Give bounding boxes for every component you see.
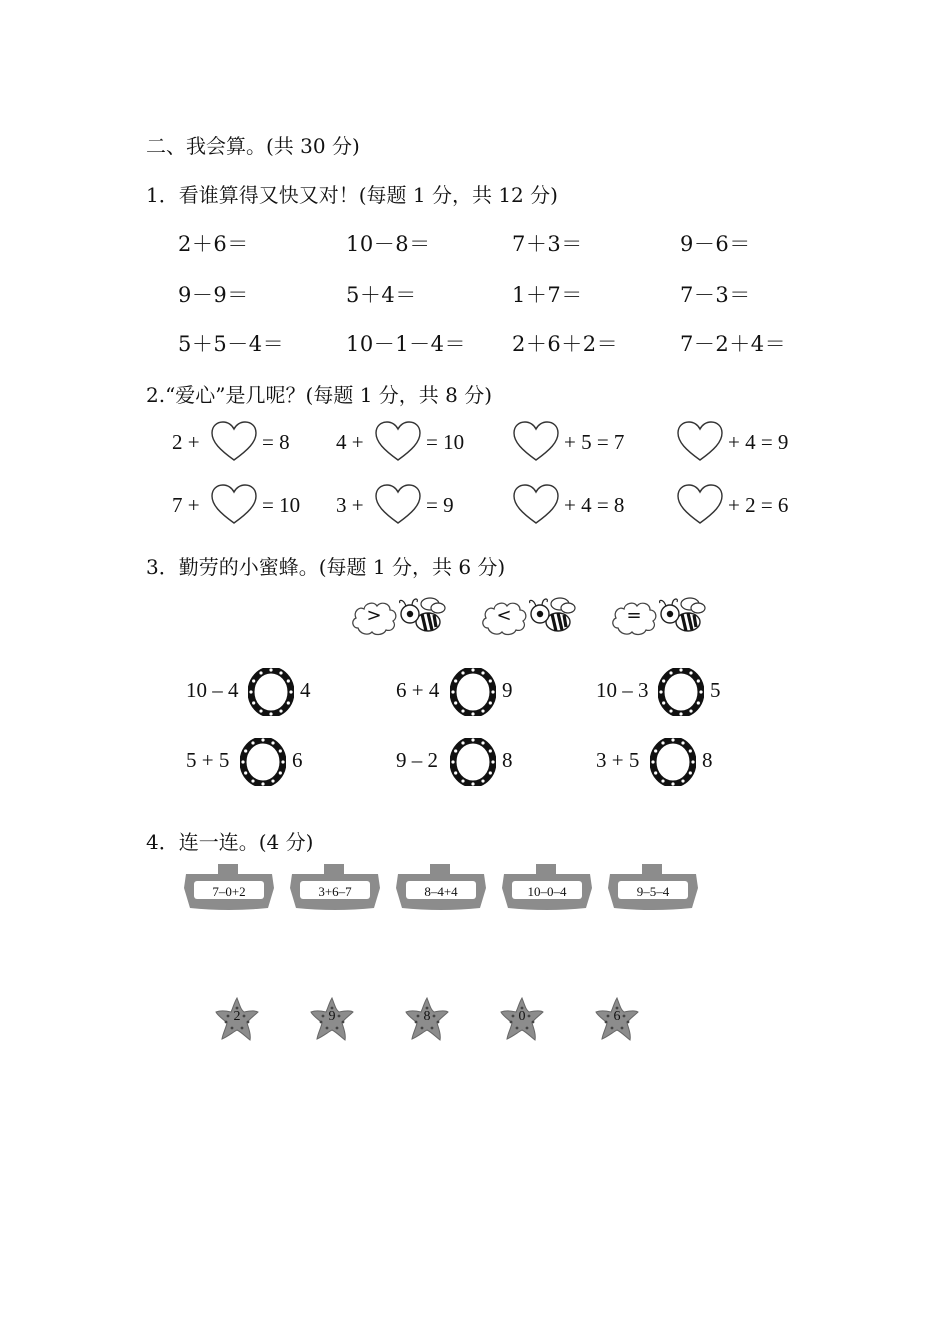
q2-right-side: + 5 = 7 bbox=[564, 430, 625, 454]
starfish-icon[interactable] bbox=[594, 996, 640, 1042]
q2-right-side: = 10 bbox=[426, 430, 465, 454]
q1-equation[interactable]: 9－6＝ bbox=[680, 232, 751, 256]
q1-title: 1．看谁算得又快又对！(每题 1 分，共 12 分) bbox=[146, 183, 558, 207]
q1-equation[interactable]: 10－1－4＝ bbox=[346, 332, 466, 356]
starfish-number: 8 bbox=[423, 1009, 431, 1024]
q3-left-expression: 5 + 5 bbox=[186, 748, 230, 772]
bee-icon bbox=[524, 594, 576, 642]
heart-blank-icon[interactable] bbox=[512, 420, 560, 466]
q1-equation[interactable]: 10－8＝ bbox=[346, 232, 431, 256]
section-title: 二、我会算。(共 30 分) bbox=[146, 134, 360, 158]
q1-equation[interactable]: 2＋6＝ bbox=[178, 232, 249, 256]
cloud-symbol: < bbox=[496, 605, 512, 626]
q3-left-expression: 10 – 3 bbox=[596, 678, 649, 702]
answer-ring-icon[interactable] bbox=[240, 738, 286, 790]
heart-blank-icon[interactable] bbox=[210, 420, 258, 466]
answer-ring-icon[interactable] bbox=[450, 738, 496, 790]
heart-blank-icon[interactable] bbox=[512, 483, 560, 529]
q1-equation[interactable]: 7＋3＝ bbox=[512, 232, 583, 256]
q1-equation[interactable]: 9－9＝ bbox=[178, 283, 249, 307]
q1-equation[interactable]: 5＋5－4＝ bbox=[178, 332, 285, 356]
heart-blank-icon[interactable] bbox=[374, 483, 422, 529]
starfish-number: 0 bbox=[518, 1009, 526, 1024]
answer-ring-icon[interactable] bbox=[650, 738, 696, 790]
q2-right-side: + 2 = 6 bbox=[728, 493, 789, 517]
q2-left-operand: 4 + bbox=[336, 430, 364, 454]
heart-blank-icon[interactable] bbox=[676, 420, 724, 466]
q3-right-value: 8 bbox=[702, 748, 713, 772]
boat-icon[interactable] bbox=[500, 862, 594, 914]
q1-equation[interactable]: 7－2＋4＝ bbox=[680, 332, 787, 356]
starfish-icon[interactable] bbox=[309, 996, 355, 1042]
q1-equation[interactable]: 7－3＝ bbox=[680, 283, 751, 307]
q3-left-expression: 3 + 5 bbox=[596, 748, 640, 772]
cloud-icon bbox=[350, 598, 398, 638]
bee-icon bbox=[654, 594, 706, 642]
cloud-icon bbox=[610, 598, 658, 638]
starfish-number: 6 bbox=[613, 1009, 621, 1024]
q3-title: 3．勤劳的小蜜蜂。(每题 1 分，共 6 分) bbox=[146, 555, 506, 579]
boat-expression: 9–5–4 bbox=[636, 884, 670, 899]
q2-left-operand: 7 + bbox=[172, 493, 200, 517]
starfish-icon[interactable] bbox=[499, 996, 545, 1042]
q2-right-side: + 4 = 9 bbox=[728, 430, 789, 454]
heart-blank-icon[interactable] bbox=[374, 420, 422, 466]
answer-ring-icon[interactable] bbox=[658, 668, 704, 720]
bee-icon bbox=[394, 594, 446, 642]
q2-title: 2.“爱心”是几呢？(每题 1 分，共 8 分) bbox=[146, 383, 493, 407]
q3-left-expression: 10 – 4 bbox=[186, 678, 239, 702]
boat-icon[interactable] bbox=[182, 862, 276, 914]
q3-right-value: 6 bbox=[292, 748, 303, 772]
heart-blank-icon[interactable] bbox=[676, 483, 724, 529]
q2-right-side: = 8 bbox=[262, 430, 290, 454]
boat-expression: 7–0+2 bbox=[212, 884, 246, 899]
q3-right-value: 8 bbox=[502, 748, 513, 772]
starfish-number: 9 bbox=[328, 1009, 336, 1024]
q2-left-operand: 3 + bbox=[336, 493, 364, 517]
q3-right-value: 5 bbox=[710, 678, 721, 702]
starfish-icon[interactable] bbox=[214, 996, 260, 1042]
q3-left-expression: 6 + 4 bbox=[396, 678, 440, 702]
q3-right-value: 4 bbox=[300, 678, 311, 702]
boat-expression: 10–0–4 bbox=[527, 884, 567, 899]
starfish-icon[interactable] bbox=[404, 996, 450, 1042]
q3-right-value: 9 bbox=[502, 678, 513, 702]
boat-expression: 3+6–7 bbox=[318, 884, 352, 899]
cloud-icon bbox=[480, 598, 528, 638]
q2-right-side: = 10 bbox=[262, 493, 301, 517]
q4-title: 4．连一连。(4 分) bbox=[146, 830, 314, 854]
boat-expression: 8–4+4 bbox=[424, 884, 458, 899]
answer-ring-icon[interactable] bbox=[450, 668, 496, 720]
q2-right-side: = 9 bbox=[426, 493, 454, 517]
cloud-symbol: > bbox=[366, 605, 382, 626]
boat-icon[interactable] bbox=[288, 862, 382, 914]
q3-left-expression: 9 – 2 bbox=[396, 748, 438, 772]
q1-equation[interactable]: 1＋7＝ bbox=[512, 283, 583, 307]
q2-left-operand: 2 + bbox=[172, 430, 200, 454]
q1-equation[interactable]: 5＋4＝ bbox=[346, 283, 417, 307]
boat-icon[interactable] bbox=[394, 862, 488, 914]
cloud-symbol: = bbox=[626, 605, 642, 626]
answer-ring-icon[interactable] bbox=[248, 668, 294, 720]
starfish-number: 2 bbox=[233, 1009, 241, 1024]
q2-right-side: + 4 = 8 bbox=[564, 493, 625, 517]
heart-blank-icon[interactable] bbox=[210, 483, 258, 529]
boat-icon[interactable] bbox=[606, 862, 700, 914]
q1-equation[interactable]: 2＋6＋2＝ bbox=[512, 332, 619, 356]
